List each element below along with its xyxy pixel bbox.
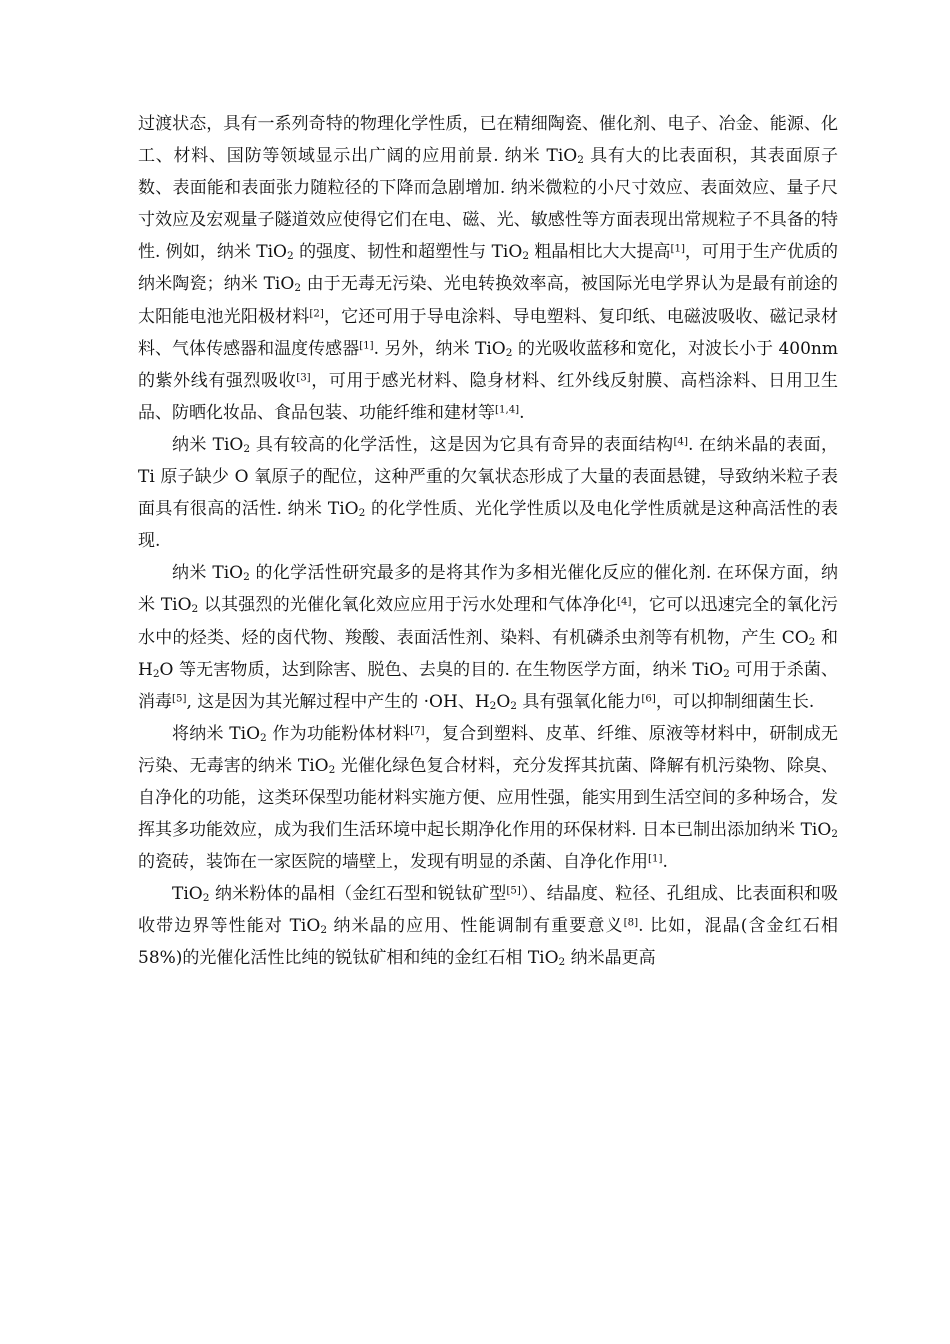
text-run: 具有大的比表面积，其表面原子数、表面能和表面张力随粒径的下降而急剧增加. 纳米微粒的小尺寸效应、表面效应、量子尺寸效应及宏观量子隧道效应使得它们在电、磁、光、敏感性等方面表现出常规粒子不具备的特性. 例如，纳米 TiO [138, 146, 838, 263]
citation-marker: [4] [673, 436, 688, 448]
subscript: 2 [294, 282, 302, 295]
subscript: 2 [243, 442, 251, 455]
subscript: 2 [808, 635, 816, 648]
text-run: 纳米 TiO [172, 563, 244, 584]
text-run: . 在纳米晶的表面，Ti 原子缺少 O 氧原子的配位，这种严重的欠氧状态形成了大量的表面悬键，导致纳米粒子表面具有很高的活性. 纳米 TiO [138, 434, 838, 520]
paragraph-2 [138, 429, 838, 557]
text-run: 具有较高的化学活性，这是因为它具有奇异的表面结构 [250, 434, 674, 455]
citation-marker: [3] [296, 372, 311, 384]
text-run: 可用于杀菌、消毒 [138, 659, 839, 712]
text-run: 由于无毒无污染、光电转换效率高，被国际光电学界认为是最有前途的太阳能电池光阳极材料 [138, 274, 839, 327]
text-run: 的强度、韧性和超塑性与 TiO [293, 242, 523, 263]
paragraph-3 [138, 557, 838, 717]
citation-marker: [6] [641, 693, 656, 705]
subscript: 2 [723, 667, 730, 680]
text-run: ，它可以迅速完全的氧化污水中的烃类、烃的卤代物、羧酸、表面活性剂、染料、有机磷杀虫剂等有机物，产生 CO [138, 595, 838, 648]
citation-marker: [7] [410, 725, 425, 737]
text-run: 的瓷砖，装饰在一家医院的墙壁上，发现有明显的杀菌、自净化作用 [138, 852, 648, 873]
text-run: ，可以抑制细菌生长. [655, 691, 815, 712]
text-run: O 等无害物质，达到除害、脱色、去臭的目的. 在生物医学方面，纳米 TiO [159, 659, 724, 680]
text-run: ，它还可用于导电涂料、导电塑料、复印纸、电磁波吸收、磁记录材料、气体传感器和温度传感器 [138, 306, 838, 359]
text-run: 过渡状态，具有一系列奇特的物理化学性质，已在精细陶瓷、催化剂、电子、冶金、能源、化工、材料、国防等领域显示出广阔的应用前景. 纳米 TiO [138, 114, 838, 167]
text-run: 的化学性质、光化学性质以及电化学性质就是这种高活性的表现. [138, 499, 838, 552]
text-run: . 比如，混晶(含金红石相 58%)的光催化活性比纯的锐钛矿相和纯的金红石相 TiO [138, 916, 838, 969]
citation-marker: [8] [623, 917, 639, 929]
subscript: 2 [243, 571, 250, 584]
citation-marker: [5] [506, 885, 521, 897]
citation-marker: [1] [670, 243, 685, 255]
subscript: 2 [831, 827, 838, 840]
text-run: 具有强氧化能力 [516, 691, 642, 712]
text-run: 将纳米 TiO [172, 723, 261, 744]
text-run: . [662, 852, 668, 873]
paragraph-5 [138, 878, 838, 974]
text-run: ，可用于感光材料、隐身材料、红外线反射膜、高档涂料、日用卫生品、防晒化妆品、食品包装、功能纤维和建材等 [138, 370, 839, 423]
citation-marker: [2] [309, 307, 324, 319]
subscript: 2 [505, 346, 513, 359]
text-run: ）、结晶度、粒径、孔组成、比表面积和吸收带边界等性能对 TiO [138, 884, 838, 937]
subscript: 2 [522, 250, 530, 263]
text-run: 纳米晶的应用、性能调制有重要意义 [327, 916, 624, 937]
subscript: 2 [152, 667, 160, 680]
text-run: . [519, 402, 525, 423]
text-run: 作为功能粉体材料 [266, 723, 411, 744]
subscript: 2 [328, 763, 336, 776]
subscript: 2 [191, 603, 199, 616]
subscript: 2 [202, 892, 210, 905]
paragraph-4 [138, 718, 838, 878]
text-run: O [496, 691, 511, 712]
text-run: 粗晶相比大大提高 [529, 242, 671, 263]
text-run: 和 H [138, 627, 838, 680]
subscript: 2 [358, 507, 366, 520]
text-run: ，可用于生产优质的纳米陶瓷；纳米 TiO [138, 242, 838, 295]
text-run: 以其强烈的光催化氧化效应应用于污水处理和气体净化 [198, 595, 617, 616]
text-run: 纳米粉体的晶相（金红石型和锐钛矿型 [209, 884, 507, 905]
subscript: 2 [577, 153, 584, 166]
paragraph-1 [138, 108, 838, 429]
subscript: 2 [320, 924, 328, 937]
citation-marker: [5] [172, 693, 187, 705]
subscript: 2 [260, 731, 267, 744]
subscript: 2 [558, 956, 566, 969]
text-run: TiO [172, 884, 203, 905]
text-run: 纳米晶更高 [565, 948, 656, 969]
text-run: . 另外，纳米 TiO [373, 338, 506, 359]
text-run: 光催化绿色复合材料，充分发挥其抗菌、降解有机污染物、除臭、自净化的功能，这类环保型功能材料实施方便、应用性强，能实用到生活空间的多种场合，发挥其多功能效应，成为我们生活环境中起长期净化作用的环保材料. 日本已制出添加纳米 TiO [138, 755, 839, 841]
citation-marker: [4] [617, 596, 632, 608]
text-run: , 这是因为其光解过程中产生的 ·OH、H [186, 691, 490, 712]
citation-marker: [1,4] [495, 404, 520, 416]
text-run: 的光吸收蓝移和宽化，对波长小于 400nm 的紫外线有强烈吸收 [138, 338, 839, 391]
subscript: 2 [489, 699, 497, 712]
citation-marker: [1] [359, 340, 374, 352]
subscript: 2 [510, 699, 517, 712]
citation-marker: [1] [648, 853, 663, 865]
text-run: 纳米 TiO [172, 434, 244, 455]
text-run: 的化学活性研究最多的是将其作为多相光催化反应的催化剂. 在环保方面，纳米 TiO [138, 563, 838, 616]
text-run: ，复合到塑料、皮革、纤维、原液等材料中，研制成无污染、无毒害的纳米 TiO [138, 723, 839, 776]
subscript: 2 [286, 250, 294, 263]
body-text [138, 108, 838, 975]
